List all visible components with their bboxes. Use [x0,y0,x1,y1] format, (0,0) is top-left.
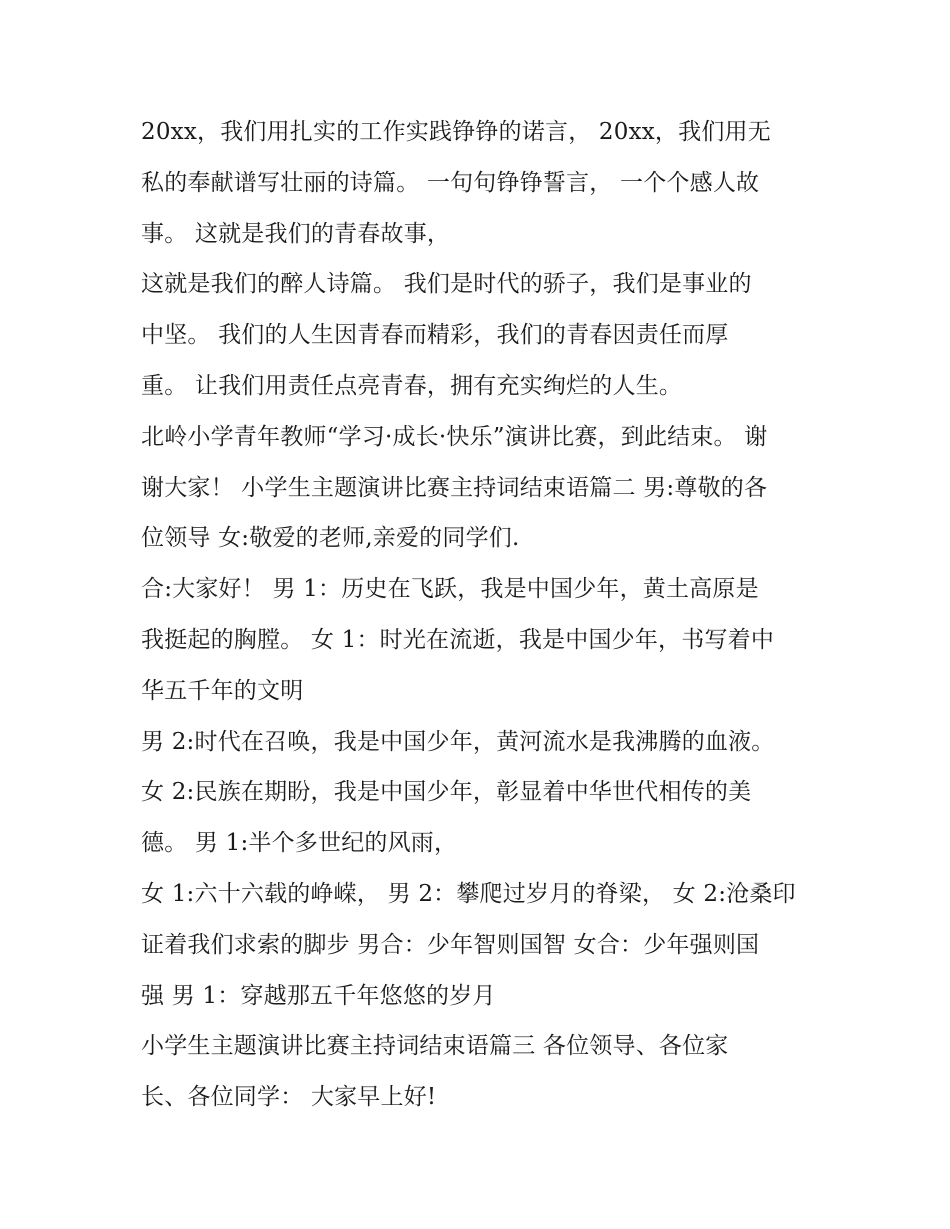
text-line: 这就是我们的醉人诗篇。 我们是时代的骄子，我们是事业的 [141,271,752,298]
text-line: 事。 这就是我们的青春故事， [141,220,451,247]
text-line: 位领导 女:敬爱的老师,亲爱的同学们. [141,525,520,552]
text-line: 德。 男 1:半个多世纪的风雨， [141,830,458,857]
text-line: 我挺起的胸膛。 女 1：时光在流逝，我是中国少年，书写着中 [141,626,775,653]
text-line: 20xx，我们用扎实的工作实践铮铮的诺言， 20xx，我们用无 [141,119,771,145]
text-line: 男 2:时代在召唤，我是中国少年，黄河流水是我沸腾的血液。 [141,728,775,755]
text-line: 北岭小学青年教师“学习·成长·快乐”演讲比赛，到此结束。 谢 [141,423,768,450]
text-line: 小学生主题演讲比赛主持词结束语篇三 各位领导、各位家 [141,1033,729,1060]
text-line: 重。 让我们用责任点亮青春，拥有充实绚烂的人生。 [141,372,683,399]
text-line: 中坚。 我们的人生因青春而精彩，我们的青春因责任而厚 [141,322,729,349]
text-line: 长、各位同学： 大家早上好! [141,1084,437,1111]
text-line: 女 2:民族在期盼，我是中国少年，彰显着中华世代相传的美 [141,779,752,806]
text-line: 谢大家！ 小学生主题演讲比赛主持词结束语篇二 男:尊敬的各 [141,474,768,501]
text-line: 合:大家好！ 男 1：历史在飞跃，我是中国少年，黄土高原是 [141,576,759,603]
text-line: 强 男 1：穿越那五千年悠悠的岁月 [141,982,496,1009]
document-body [141,107,821,1123]
text-line: 私的奉献谱写壮丽的诗篇。 一句句铮铮誓言， 一个个感人故 [141,169,760,196]
text-line: 女 1:六十六载的峥嵘， 男 2：攀爬过岁月的脊梁， 女 2:沧桑印 [141,880,796,907]
text-line: 证着我们求索的脚步 男合：少年智则国智 女合：少年强则国 [141,931,760,958]
text-line: 华五千年的文明 [141,677,304,704]
